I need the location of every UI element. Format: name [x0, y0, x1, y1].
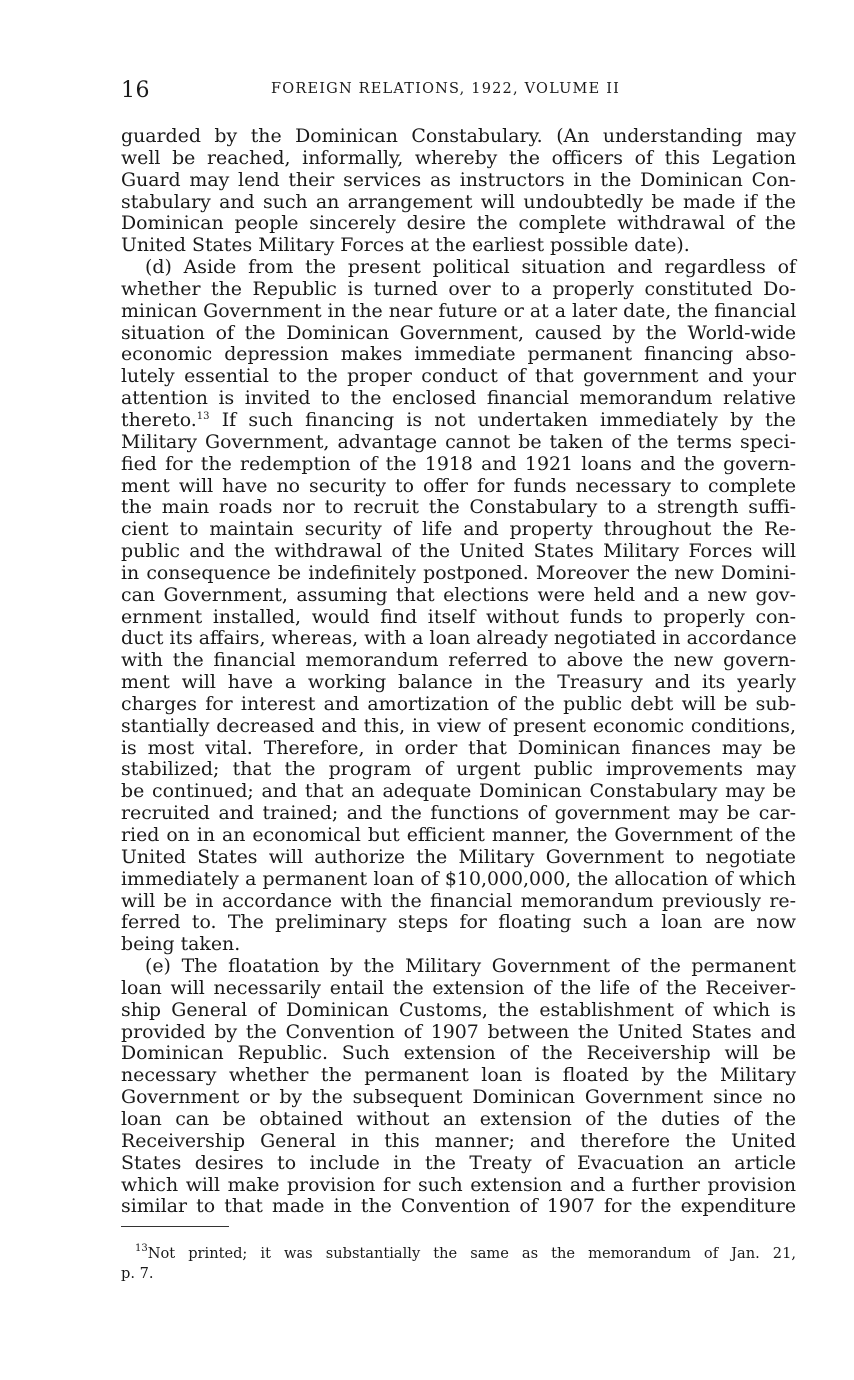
body-text — [121, 126, 796, 1218]
text-line: lutely essential to the proper conduct of that government and your — [121, 365, 796, 388]
text-line: loan can be obtained without an extension of the duties of the — [121, 1107, 796, 1130]
text-line: immediately a permanent loan of $10,000,000, the allocation of which — [121, 867, 796, 890]
text-line: guarded by the Dominican Constabulary. (An understanding may — [121, 125, 796, 147]
text-line: provided by the Convention of 1907 between the United States and — [121, 1020, 796, 1043]
text-line: stantially decreased and this, in view of present economic conditions, — [121, 714, 796, 737]
text-line: loan will necessarily entail the extension of the life of the Receiver- — [121, 976, 796, 999]
text-line: with the financial memorandum referred to above the new govern- — [121, 649, 796, 672]
text-line: will be in accordance with the financial memorandum previously re- — [121, 889, 796, 912]
text-segment: thereto. — [121, 408, 197, 431]
text-line: necessary whether the permanent loan is floated by the Military — [121, 1064, 796, 1087]
text-line: stabilized; that the program of urgent public improvements may — [121, 758, 796, 781]
text-line: (e) The floatation by the Military Government of the permanent — [145, 955, 796, 978]
text-line: United States Military Forces at the earliest possible date). — [121, 234, 690, 257]
text-line: ment will have no security to offer for funds necessary to complete — [121, 474, 796, 497]
text-line: Government or by the subsequent Dominican Government since no — [121, 1086, 796, 1109]
text-line: ried on in an economical but efficient manner, the Government of the — [121, 824, 796, 846]
footnote-text-cont: p. 7. — [121, 1265, 154, 1282]
page-number: 16 — [121, 78, 150, 103]
text-line: ernment installed, would find itself without funds to properly con- — [121, 605, 796, 628]
footnote-reference: 13 — [196, 410, 210, 422]
text-line: can Government, assuming that elections were held and a new gov- — [121, 583, 796, 606]
text-line: stabulary and such an arrangement will undoubtedly be made if the — [121, 190, 796, 213]
text-line: charges for interest and amortization of the public debt will be sub- — [121, 692, 796, 715]
footnote-line — [121, 1244, 796, 1264]
text-line — [121, 410, 796, 432]
text-line: Guard may lend their services as instructors in the Dominican Con- — [121, 168, 796, 191]
text-line: minican Government in the near future or at a later date, the financial — [121, 299, 797, 322]
text-line: States desires to include in the Treaty of Evacuation an article — [121, 1151, 796, 1174]
text-line: ferred to. The preliminary steps for floating such a loan are now — [121, 911, 796, 934]
text-line: economic depression makes immediate permanent financing abso- — [121, 343, 796, 366]
text-line: Dominican Republic. Such extension of the Receivership will be — [121, 1042, 796, 1065]
text-line: in consequence be indefinitely postponed. Moreover the new Domini- — [121, 561, 796, 584]
text-line: situation of the Dominican Government, caused by the World-wide — [121, 321, 796, 344]
text-line: is most vital. Therefore, in order that Dominican finances may be — [121, 736, 796, 759]
page-header — [121, 78, 796, 106]
text-segment: If such financing is not undertaken immediately by the — [209, 408, 796, 431]
text-line: well be reached, informally, whereby the officers of this Legation — [121, 146, 796, 169]
text-line: Military Government, advantage cannot be taken of the terms speci- — [121, 430, 796, 453]
text-line: United States will authorize the Military Government to negotiate — [121, 845, 796, 868]
text-line: which will make provision for such extension and a further provision — [121, 1173, 796, 1196]
text-line: cient to maintain security of life and property throughout the Re- — [121, 518, 796, 541]
text-line: recruited and trained; and the functions of government may be car- — [121, 802, 796, 825]
text-line: similar to that made in the Convention of 1907 for the expenditure — [121, 1195, 796, 1218]
running-head: FOREIGN RELATIONS, 1922, VOLUME II — [271, 81, 621, 97]
text-line: being taken. — [121, 933, 241, 956]
text-line: public and the withdrawal of the United States Military Forces will — [121, 540, 796, 563]
text-line: attention is invited to the enclosed financial memorandum relative — [121, 387, 796, 410]
footnote-text: Not printed; it was substantially the same as the memorandum of Jan. 21, — [147, 1245, 796, 1262]
text-line: whether the Republic is turned over to a properly constituted Do- — [121, 277, 796, 300]
text-line: Dominican people sincerely desire the complete withdrawal of the — [121, 212, 796, 235]
text-line: ship General of Dominican Customs, the establishment of which is — [121, 998, 796, 1021]
text-line: ment will have a working balance in the Treasury and its yearly — [121, 671, 796, 694]
text-line: fied for the redemption of the 1918 and 1921 loans and the govern- — [121, 452, 796, 475]
text-line: the main roads nor to recruit the Constabulary to a strength suffi- — [121, 496, 796, 519]
text-line: duct its affairs, whereas, with a loan already negotiated in accordance — [121, 627, 797, 650]
text-line: Receivership General in this manner; and therefore the United — [121, 1129, 796, 1152]
footnote-separator — [121, 1226, 229, 1227]
footnote-marker: 13 — [135, 1243, 148, 1254]
footnote — [121, 1244, 796, 1284]
text-line: (d) Aside from the present political situation and regardless of — [145, 256, 796, 279]
text-line: be continued; and that an adequate Dominican Constabulary may be — [121, 780, 796, 803]
footnote-line — [121, 1264, 796, 1284]
